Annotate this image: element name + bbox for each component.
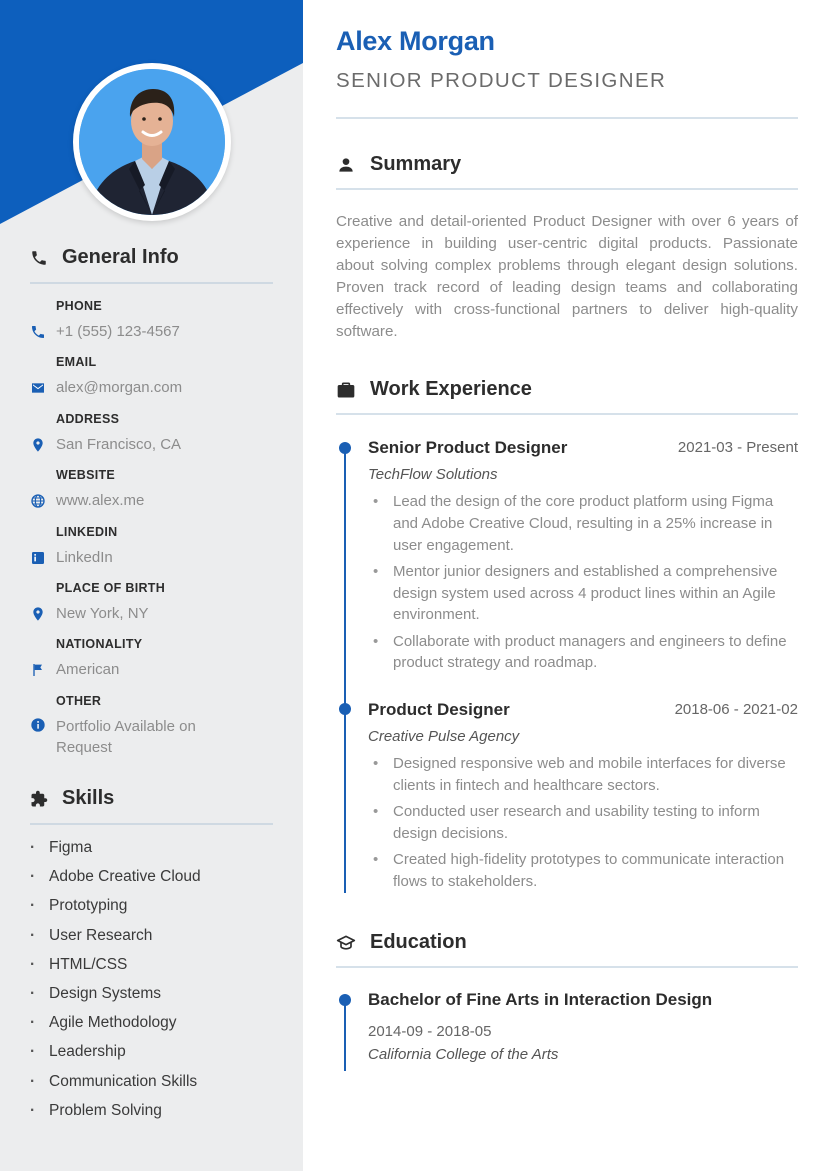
education-divider [336,966,798,968]
summary-text: Creative and detail-oriented Product Designer with over 6 years of experience in building user-centric digital products. Passionate about solving complex problems through elegant design solutions. Proven track record of leading design teams and collaborating effectively with cross-functional partners to deliver high-quality software. [336,213,798,340]
education-date: 2014-09 - 2018-05 [368,1023,492,1040]
general-info-divider [30,282,273,284]
info-label: WEBSITE [56,468,116,482]
info-label: ADDRESS [56,412,120,426]
info-value: LinkedIn [56,549,113,566]
skill-item: · Adobe Creative Cloud [30,865,201,894]
job-bullet: • Designed responsive web and mobile interfaces for diverse clients in fintech and healthcare sectors. [368,753,788,797]
job-bullet: • Collaborate with product managers and engineers to define product strategy and roadmap. [368,631,788,675]
linkedin-icon [30,550,46,566]
job-bullet: • Mentor junior designers and established a comprehensive design system used across 4 product lines within an Agile environment. [368,561,788,626]
avatar [79,69,225,215]
info-value: American [56,661,120,678]
graduation-cap-icon [336,933,356,953]
work-experience-title: Work Experience [370,378,532,400]
phone-icon [30,324,46,340]
info-label: NATIONALITY [56,637,143,651]
skill-item: · Problem Solving [30,1099,201,1128]
skill-item: · Design Systems [30,982,201,1011]
skills-heading [30,787,114,810]
job-date: 2021-03 - Present [677,439,798,456]
general-info-title: General Info [62,246,179,268]
header-divider [336,117,798,119]
skill-item: · HTML/CSS [30,953,201,982]
info-label: PHONE [56,299,102,313]
skill-item: · Figma [30,836,201,865]
skill-item: · Prototyping [30,894,201,923]
flag-icon [30,662,46,678]
general-info-heading [30,246,179,269]
summary-title: Summary [370,153,462,175]
job-date: 2018-06 - 2021-02 [674,701,798,718]
skill-item: · Agile Methodology [30,1011,201,1040]
info-icon [30,717,46,733]
skill-item: · Communication Skills [30,1070,201,1099]
skills-list [30,836,201,1128]
job-role: Product Designer [368,700,510,719]
job-entry [368,438,798,679]
skills-title: Skills [62,787,115,809]
info-value: alex@morgan.com [56,379,183,396]
phone-icon [30,249,48,267]
info-value: www.alex.me [56,492,145,509]
summary-heading [336,153,461,176]
info-value: San Francisco, CA [56,436,182,453]
skills-divider [30,823,273,825]
education-title: Education [370,931,467,953]
experience-divider [336,413,798,415]
person-icon [336,155,356,175]
email-icon [30,380,46,396]
summary-divider [336,188,798,190]
job-bullets [368,491,798,674]
education-timeline [344,999,346,1071]
job-company: Creative Pulse Agency [368,728,520,745]
info-value: Portfolio Available on Request [56,718,196,756]
info-label: LINKEDIN [56,525,118,539]
education-school: California College of the Arts [368,1046,559,1063]
puzzle-icon [30,790,48,808]
skill-item: · Leadership [30,1040,201,1069]
experience-timeline [344,448,346,893]
job-company: TechFlow Solutions [368,466,498,483]
timeline-dot [339,442,351,454]
info-value: New York, NY [56,605,149,622]
job-bullet: • Created high-fidelity prototypes to communicate interaction flows to stakeholders. [368,849,788,893]
job-bullet: • Lead the design of the core product platform using Figma and Adobe Creative Cloud, resulting in a 25% increase in user engagement. [368,491,788,556]
candidate-name: Alex Morgan [336,26,495,56]
job-bullets [368,753,798,893]
timeline-dot [339,703,351,715]
skill-item: · User Research [30,924,201,953]
profile-photo [79,69,225,215]
education-entry [368,990,798,1063]
location-pin-icon [30,606,46,622]
education-heading [336,931,467,954]
globe-icon [30,493,46,509]
info-label: EMAIL [56,355,97,369]
work-experience-heading [336,378,532,401]
info-value: +1 (555) 123-4567 [56,323,180,340]
info-label: OTHER [56,694,102,708]
info-label: PLACE OF BIRTH [56,581,166,595]
location-pin-icon [30,437,46,453]
education-degree: Bachelor of Fine Arts in Interaction Design [368,990,713,1009]
job-role: Senior Product Designer [368,438,568,457]
job-bullet: • Conducted user research and usability testing to inform design decisions. [368,801,788,845]
briefcase-icon [336,380,356,400]
timeline-dot [339,994,351,1006]
candidate-title: SENIOR PRODUCT DESIGNER [336,69,667,92]
job-entry [368,700,798,897]
